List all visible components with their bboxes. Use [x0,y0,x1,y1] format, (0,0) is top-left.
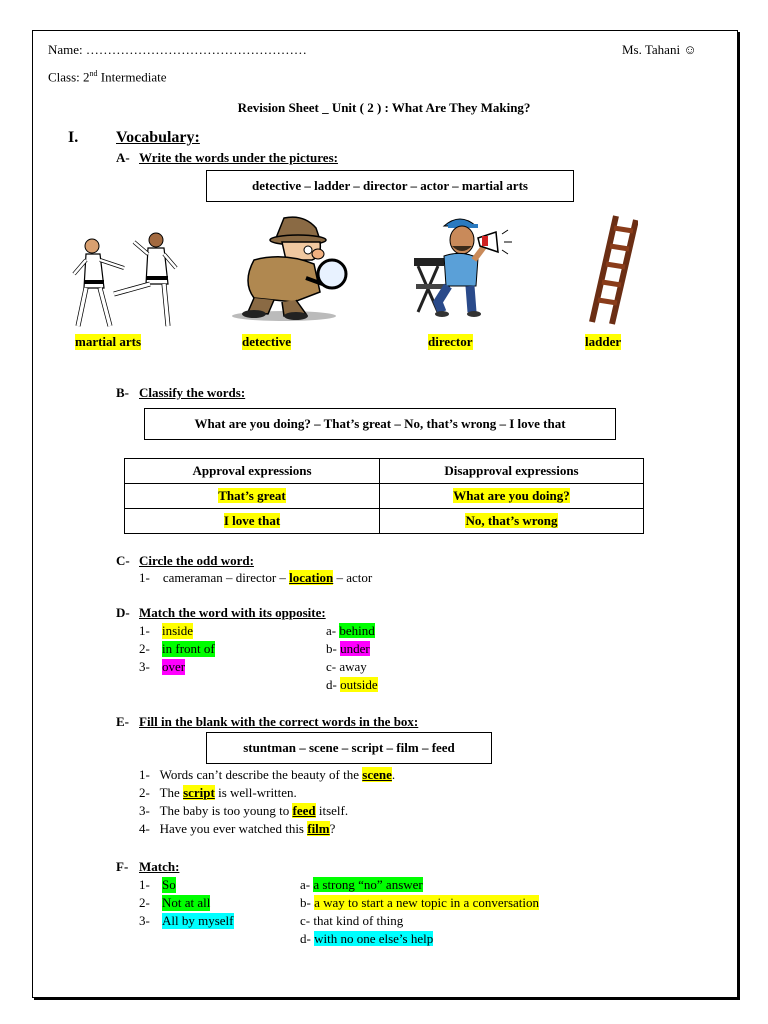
name-label: Name: …………………………………………… [48,42,307,57]
part-b-word-box: What are you doing? – That’s great – No, that’s wrong – I love that [144,408,616,440]
ladder-picture [586,214,638,326]
list-item: 1- Words can’t describe the beauty of the scene. [139,767,396,782]
part-d-title: Match the word with its opposite: [139,605,326,620]
part-c-letter: C- [116,553,130,568]
section-title: Vocabulary: [116,129,200,146]
table-cell: I love that [223,513,281,528]
blank-answer: scene [362,767,392,782]
list-item: inside [162,623,194,638]
sheet-title: Revision Sheet _ Unit ( 2 ) : What Are They Making? [237,100,531,115]
list-item: 4- Have you ever watched this film? [139,821,336,836]
list-item: 2- [139,895,150,910]
blank-answer: feed [292,803,316,818]
director-picture [408,212,520,324]
class-line: Class: 2nd Intermediate [48,69,167,85]
list-item: 3- [139,659,150,674]
part-e-letter: E- [116,714,129,729]
list-item: 3- [139,913,150,928]
part-a-word-box: detective – ladder – director – actor – martial arts [206,170,574,202]
list-item: 1- [139,623,150,638]
part-f-letter: F- [116,859,129,874]
caption-ladder: ladder [585,334,622,349]
part-e-word-box: stuntman – scene – script – film – feed [206,732,492,764]
detective-picture [224,212,350,324]
list-item: 2- The script is well-written. [139,785,297,800]
list-item: 3- The baby is too young to feed itself. [139,803,349,818]
table-row [125,509,644,534]
caption-director: director [428,334,473,349]
list-item: over [162,659,186,674]
list-item: All by myself [162,913,234,928]
list-item: a- behind [326,623,375,638]
teacher-name: Ms. Tahani ☺ [622,42,697,57]
section-number: I. [68,129,79,146]
list-item: c- away [326,659,367,674]
list-item: So [162,877,176,892]
name-line[interactable] [48,42,307,58]
list-item: 2- [139,641,150,656]
odd-word-answer: location [289,570,334,585]
part-a-title: Write the words under the pictures: [139,150,338,165]
blank-answer: script [183,785,215,800]
classify-table [124,458,644,534]
part-c-item: 1- cameraman – director – location – actor [139,570,373,585]
part-e-title: Fill in the blank with the correct words in the box: [139,714,419,729]
table-header-row [125,459,644,484]
table-row [125,484,644,509]
list-item: d- with no one else’s help [300,931,434,946]
table-cell: That’s great [218,488,286,503]
caption-detective: detective [242,334,292,349]
part-a-letter: A- [116,150,130,165]
list-item: b- under [326,641,370,656]
table-cell: No, that’s wrong [465,513,558,528]
list-item: Not at all [162,895,211,910]
part-c-title: Circle the odd word: [139,553,254,568]
list-item: d- outside [326,677,378,692]
header-approval: Approval expressions [125,459,380,484]
list-item: 1- [139,877,150,892]
list-item: in front of [162,641,215,656]
list-item: c- that kind of thing [300,913,404,928]
list-item: b- a way to start a new topic in a conversation [300,895,539,910]
martial-arts-picture [64,228,184,332]
part-b-title: Classify the words: [139,385,246,400]
blank-answer: film [307,821,330,836]
header-disapproval: Disapproval expressions [380,459,644,484]
list-item: a- a strong “no” answer [300,877,423,892]
caption-martial-arts: martial arts [75,334,142,349]
table-cell: What are you doing? [453,488,570,503]
part-f-title: Match: [139,859,180,874]
part-b-letter: B- [116,385,129,400]
part-d-letter: D- [116,605,130,620]
